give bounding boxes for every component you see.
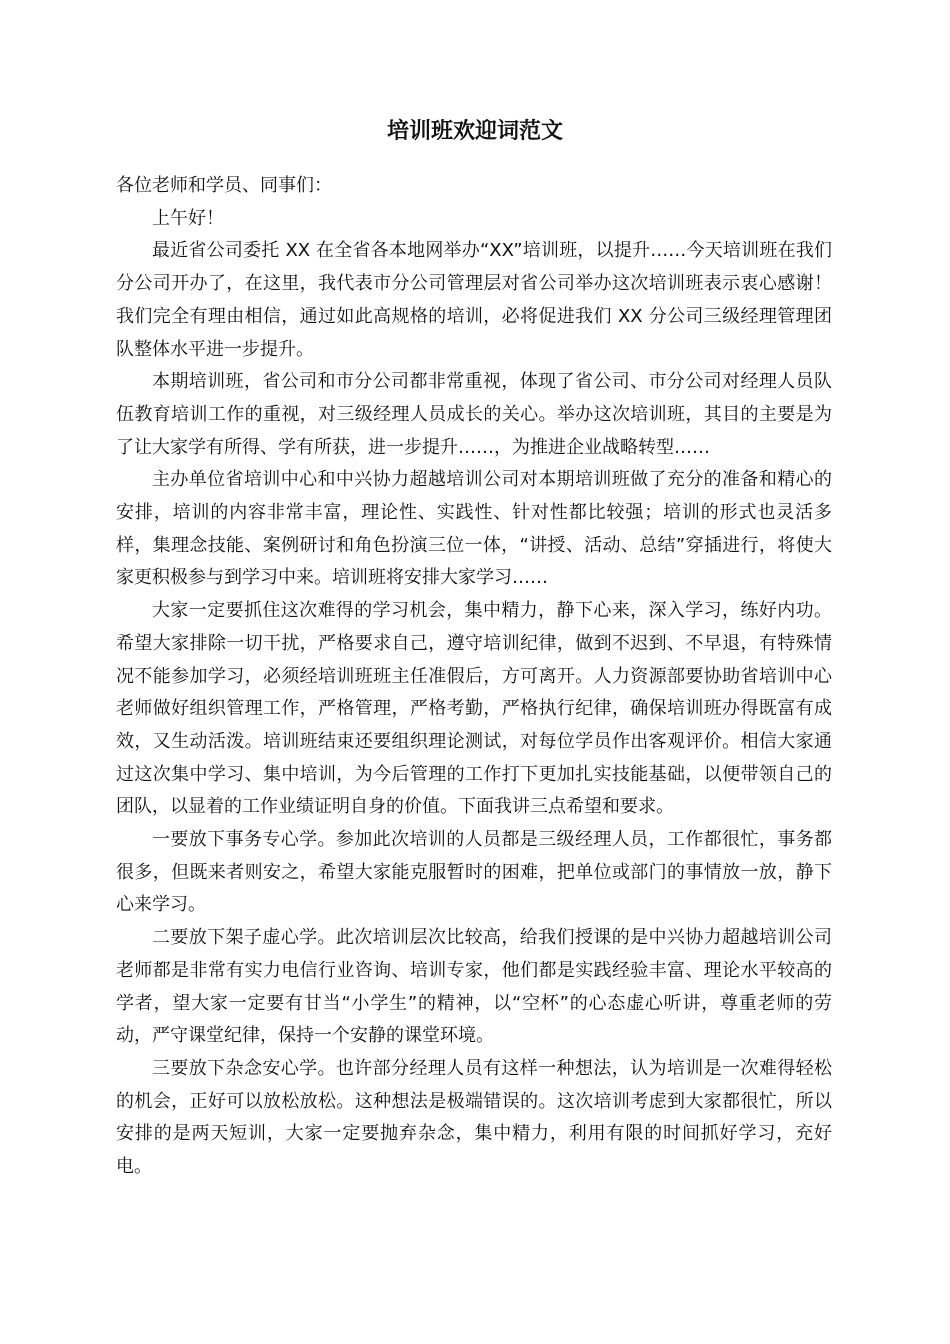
requirement-two-paragraph: 二要放下架子虚心学。此次培训层次比较高，给我们授课的是中兴协力超越培训公司老师都是非常有实力电信行业咨询、培训专家，他们都是实践经验丰富、理论水平较高的学者，望大家一定要有甘当“小学生”的精神，以“空杯”的心态虚心听讲，尊重老师的劳动，严守课堂纪律，保持一个安静的课堂环境。 — [116, 927, 832, 1047]
intro-paragraph: 最近省公司委托 XX 在全省各本地网举办“XX”培训班，以提升……今天培训班在我们分公司开办了，在这里，我代表市分公司管理层对省公司举办这次培训班表示衷心感谢！我们完全有理由相信，通过如此高规格的培训，必将促进我们 XX 分公司三级经理管理团队整体水平进一步提升。 — [116, 240, 832, 360]
document-body — [116, 170, 832, 1184]
greeting-paragraph: 上午好！ — [152, 207, 224, 229]
requirement-one-paragraph: 一要放下事务专心学。参加此次培训的人员都是三级经理人员，工作都很忙，事务都很多，但既来者则安之，希望大家能克服暂时的困难，把单位或部门的事情放一放，静下心来学习。 — [116, 829, 832, 916]
importance-paragraph: 本期培训班，省公司和市分公司都非常重视，体现了省公司、市分公司对经理人员队伍教育培训工作的重视，对三级经理人员成长的关心。举办这次培训班，其目的主要是为了让大家学有所得、学有所获，进一步提升……，为推进企业战略转型…… — [116, 371, 832, 458]
arrangement-paragraph: 主办单位省培训中心和中兴协力超越培训公司对本期培训班做了充分的准备和精心的安排，培训的内容非常丰富，理论性、实践性、针对性都比较强；培训的形式也灵活多样，集理念技能、案例研讨和角色扮演三位一体，“讲授、活动、总结”穿插进行，将使大家更积极参与到学习中来。培训班将安排大家学习…… — [116, 469, 832, 589]
salutation: 各位老师和学员、同事们： — [116, 175, 332, 196]
discipline-paragraph: 大家一定要抓住这次难得的学习机会，集中精力，静下心来，深入学习，练好内功。希望大家排除一切干扰，严格要求自己，遵守培训纪律，做到不迟到、不早退，有特殊情况不能参加学习，必须经培训班班主任准假后，方可离开。人力资源部要协助省培训中心老师做好组织管理工作，严格管理，严格考勤，严格执行纪律，确保培训班办得既富有成效，又生动活泼。培训班结束还要组织理论测试，对每位学员作出客观评价。相信大家通过这次集中学习、集中培训，为今后管理的工作打下更加扎实技能基础，以便带领自己的团队，以显着的工作业绩证明自身的价值。下面我讲三点希望和要求。 — [116, 600, 832, 818]
document-title: 培训班欢迎词范文 — [386, 119, 563, 144]
requirement-three-paragraph: 三要放下杂念安心学。也许部分经理人员有这样一种想法，认为培训是一次难得轻松的机会，正好可以放松放松。这种想法是极端错误的。这次培训考虑到大家都很忙，所以安排的是两天短训，大家一定要抛弃杂念，集中精力，利用有限的时间抓好学习，充好电。 — [116, 1057, 832, 1178]
